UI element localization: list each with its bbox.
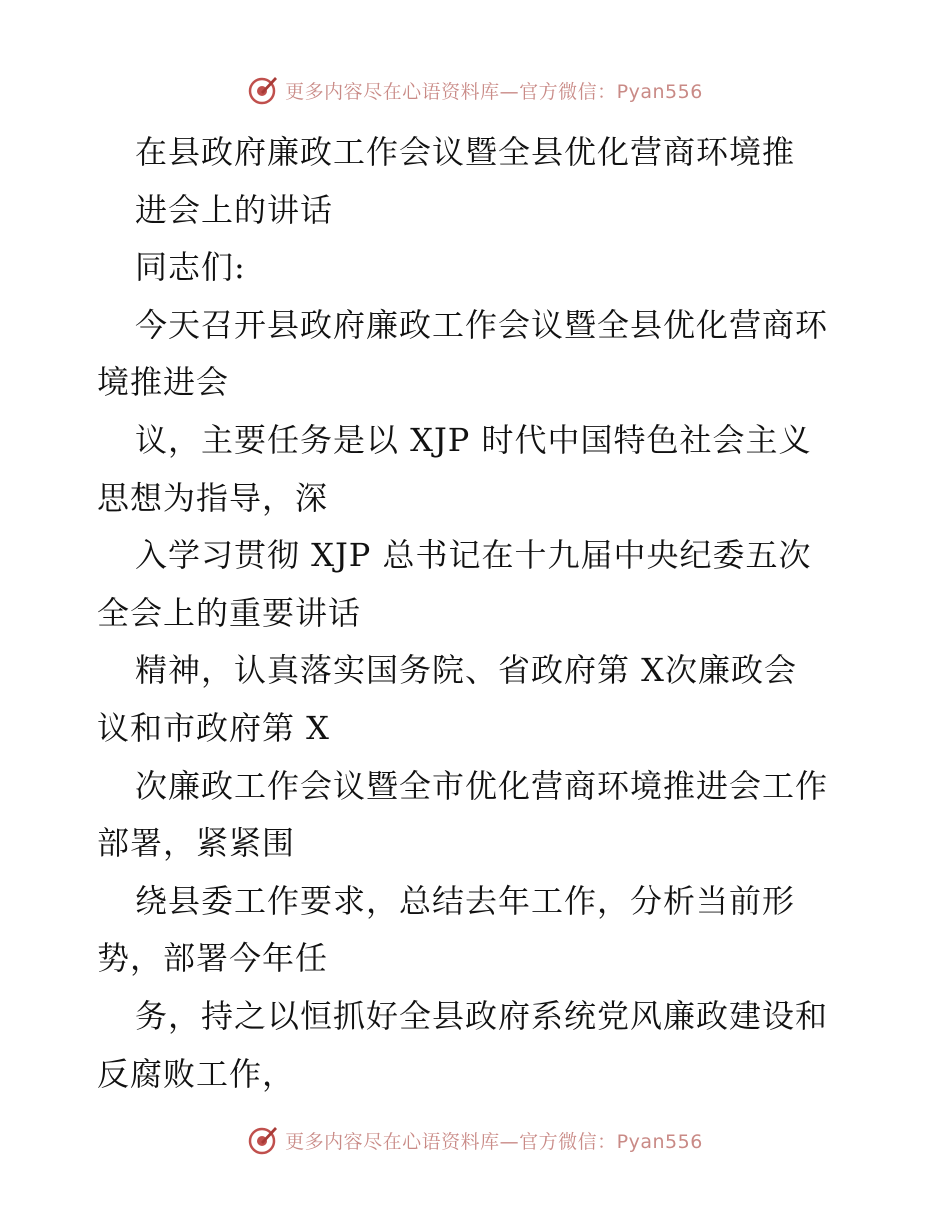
header-banner [0,70,950,110]
paragraph-line: 势，部署今年任 [97,939,329,978]
title-line-2: 进会上的讲话 [135,190,334,229]
paragraph-line: 境推进会 [97,363,230,402]
header-banner-text: 更多内容尽在心语资料库—官方微信：Pyan556 [285,80,703,103]
paragraph-line: 今天召开县政府廉政工作会议暨全县优化营商环 [135,305,829,344]
paragraph-line: 思想为指导，深 [97,478,329,517]
paragraph-line: 入学习贯彻 XJP 总书记在十九届中央纪委五次 [135,536,812,575]
salutation: 同志们: [135,248,246,287]
footer-banner-text: 更多内容尽在心语资料库—官方微信：Pyan556 [285,1130,703,1153]
document-body [97,124,877,1103]
paragraph-line: 绕县委工作要求，总结去年工作，分析当前形 [135,881,796,920]
paragraph-line: 务，持之以恒抓好全县政府系统党风廉政建设和 [135,996,829,1035]
footer-banner [0,1120,950,1160]
paragraph-line: 议，主要任务是以 XJP 时代中国特色社会主义 [135,420,812,459]
paragraph-line: 议和市政府第 X [97,708,330,747]
paragraph-line: 次廉政工作会议暨全市优化营商环境推进会工作 [135,766,829,805]
paragraph-line: 全会上的重要讲话 [97,593,362,632]
paragraph-line: 部署，紧紧围 [97,824,296,863]
quill-pen-logo-icon [247,74,279,106]
paragraph-line: 精神，认真落实国务院、省政府第 X次廉政会 [135,651,797,690]
paragraph-line: 反腐败工作， [97,1054,296,1093]
title-line-1: 在县政府廉政工作会议暨全县优化营商环境推 [135,133,796,171]
quill-pen-logo-icon [247,1124,279,1156]
